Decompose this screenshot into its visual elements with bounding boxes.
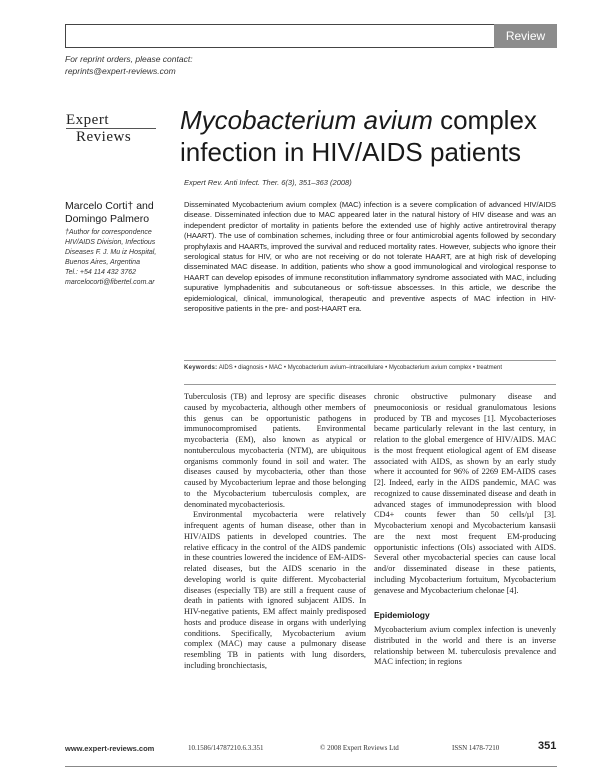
section-tab: Review xyxy=(494,24,557,48)
page-number: 351 xyxy=(538,740,557,752)
affiliation-line: Buenos Aires, Argentina xyxy=(65,259,140,266)
article-title xyxy=(180,104,580,168)
body-paragraph: chronic obstructive pulmonary disease and pneumoconiosis or residual granulomatous lesions produced by TB and mycoses [1]. Mycobacterioses became particularly relevant in the last century, in relation to the global emergence of HIV/AIDS. MAC is the most frequent etiological agent of EM disease associated with AIDS, as shown by an early study where it accounted for 96% of 2269 EM-AIDS cases [2]. Indeed, early in the AIDS pandemic, MAC was recognized to cause disseminated disease and death in advanced stages of immunodepression with blood CD4+ counts fewer than 50 cells/µl [3]. Mycobacterium xenopi and Mycobacterium kansasii are the next most frequent EM-producing opportunistic infections (OIs) associated with AIDS. Several other mycobacterial species can cause local and/or disseminated disease in these patients, including Mycobacterium fortuitum, Mycobacterium genavese and Mycobacterium chelonae [4]. xyxy=(374,392,556,595)
author-names: Marcelo Corti† and Domingo Palmero xyxy=(65,200,154,225)
reprint-email[interactable]: reprints@expert-reviews.com xyxy=(65,66,176,76)
body-column-right xyxy=(374,392,556,668)
title-rest: complex infection in HIV/AIDS patients xyxy=(180,105,537,167)
affiliation-line: Tel.: +54 114 432 3762 xyxy=(65,269,137,276)
affiliation-line: HIV/AIDS Division, Infectious xyxy=(65,239,156,246)
author-email[interactable]: marcelocorti@fibertel.com.ar xyxy=(65,279,155,286)
section-heading: Epidemiology xyxy=(374,610,430,621)
keywords xyxy=(184,364,556,373)
affiliation-line: †Author for correspondence xyxy=(65,229,152,236)
keywords-label: Keywords: xyxy=(184,365,218,371)
body-column-left xyxy=(184,392,366,672)
logo-divider xyxy=(66,128,156,129)
journal-logo xyxy=(66,112,158,152)
abstract: Disseminated Mycobacterium avium complex (MAC) infection is a severe complication of advanced HIV/AIDS disease. Disseminated infection due to MAC appeared later in the natural history of HIV disease and was an independent predictor of mortality in patients before the extended use of highly active antiretroviral therapy (HAART). The use of combination schemes, including three or four antimicrobial agents followed by secondary prophylaxis and HAARTs, improved the survival and reduced mortality rates. However, subjects who ignore their serological status for HIV, or who are not receiving or do not tolerate HAART, are at high risk of developing disseminated MAC disease. In addition, patients who show a good immunological and virological response to HAART can develop episodes of immune reconstitution inflammatory syndrome associated with MAC, including supurative lymphadenitis and subcutaneous or soft-tissue abscesses. In this article, we describe the epidemiological, clinical, immunological, therapeutic and preventive aspects of MAC infection in HIV-seropositive patients in the pre- and post-HAART era. xyxy=(184,200,556,314)
keywords-rule-top xyxy=(184,360,556,361)
footer-rule xyxy=(65,766,557,767)
logo-line-1: Expert xyxy=(66,112,109,128)
reprint-line: For reprint orders, please contact: xyxy=(65,54,193,64)
affiliation-line: Diseases F. J. Mu iz Hospital, xyxy=(65,249,157,256)
keywords-rule-bottom xyxy=(184,384,556,385)
author-affiliation xyxy=(65,228,177,288)
reprint-notice xyxy=(65,53,193,77)
citation: Expert Rev. Anti Infect. Ther. 6(3), 351–363 (2008) xyxy=(184,178,352,187)
body-paragraph: Environmental mycobacteria were relatively infrequent agents of human disease, other than in HIV/AIDS patients in developed countries. The relative efficacy in the control of the AIDS pandemic in these countries lowered the incidence of EM-AIDS-related diseases, but the AIDS scenario in the developing world is quite different. Mycobacterial diseases (especially TB) are still a frequent cause of death in patients with ignored subjacent AIDS. In HIV-negative patients, EM affect mainly predisposed hosts and produce disease in organs with underlying conditions. Specifically, Mycobacterium avium complex (MAC) may cause a pulmonary disease resembling TB in patients with lung disorders, including bronchiectasis, xyxy=(184,510,366,670)
footer-copyright: © 2008 Expert Reviews Ltd xyxy=(320,744,399,752)
footer-doi: 10.1586/14787210.6.3.351 xyxy=(188,744,264,752)
footer-website[interactable]: www.expert-reviews.com xyxy=(65,744,155,753)
keywords-text: AIDS • diagnosis • MAC • Mycobacterium avium–intracellulare • Mycobacterium avium complex • treatment xyxy=(217,365,502,371)
footer-issn: ISSN 1478-7210 xyxy=(452,744,500,752)
logo-line-2: Reviews xyxy=(76,129,132,145)
header-frame xyxy=(65,24,557,48)
title-italic: Mycobacterium avium xyxy=(180,105,433,135)
body-paragraph: Tuberculosis (TB) and leprosy are specific diseases caused by mycobacteria, although other members of this genus can be opportunistic pathogens in immunocompromised patients. Environmental mycobacteria (EM), also known as atypical or nontuberculous mycobacteria (NTM), are ubiquitous organisms commonly found in soil and water. The diseases caused by mycobacteria, other than those caused by Mycobacterium leprae and those belonging to the Mycobacterium tuberculosis complex, are denominated mycobacteriosis. xyxy=(184,392,366,509)
body-paragraph: Mycobacterium avium complex infection is unevenly distributed in the world and there is an inverse relationship between M. tuberculosis prevalence and MAC infection; in regions xyxy=(374,625,556,667)
